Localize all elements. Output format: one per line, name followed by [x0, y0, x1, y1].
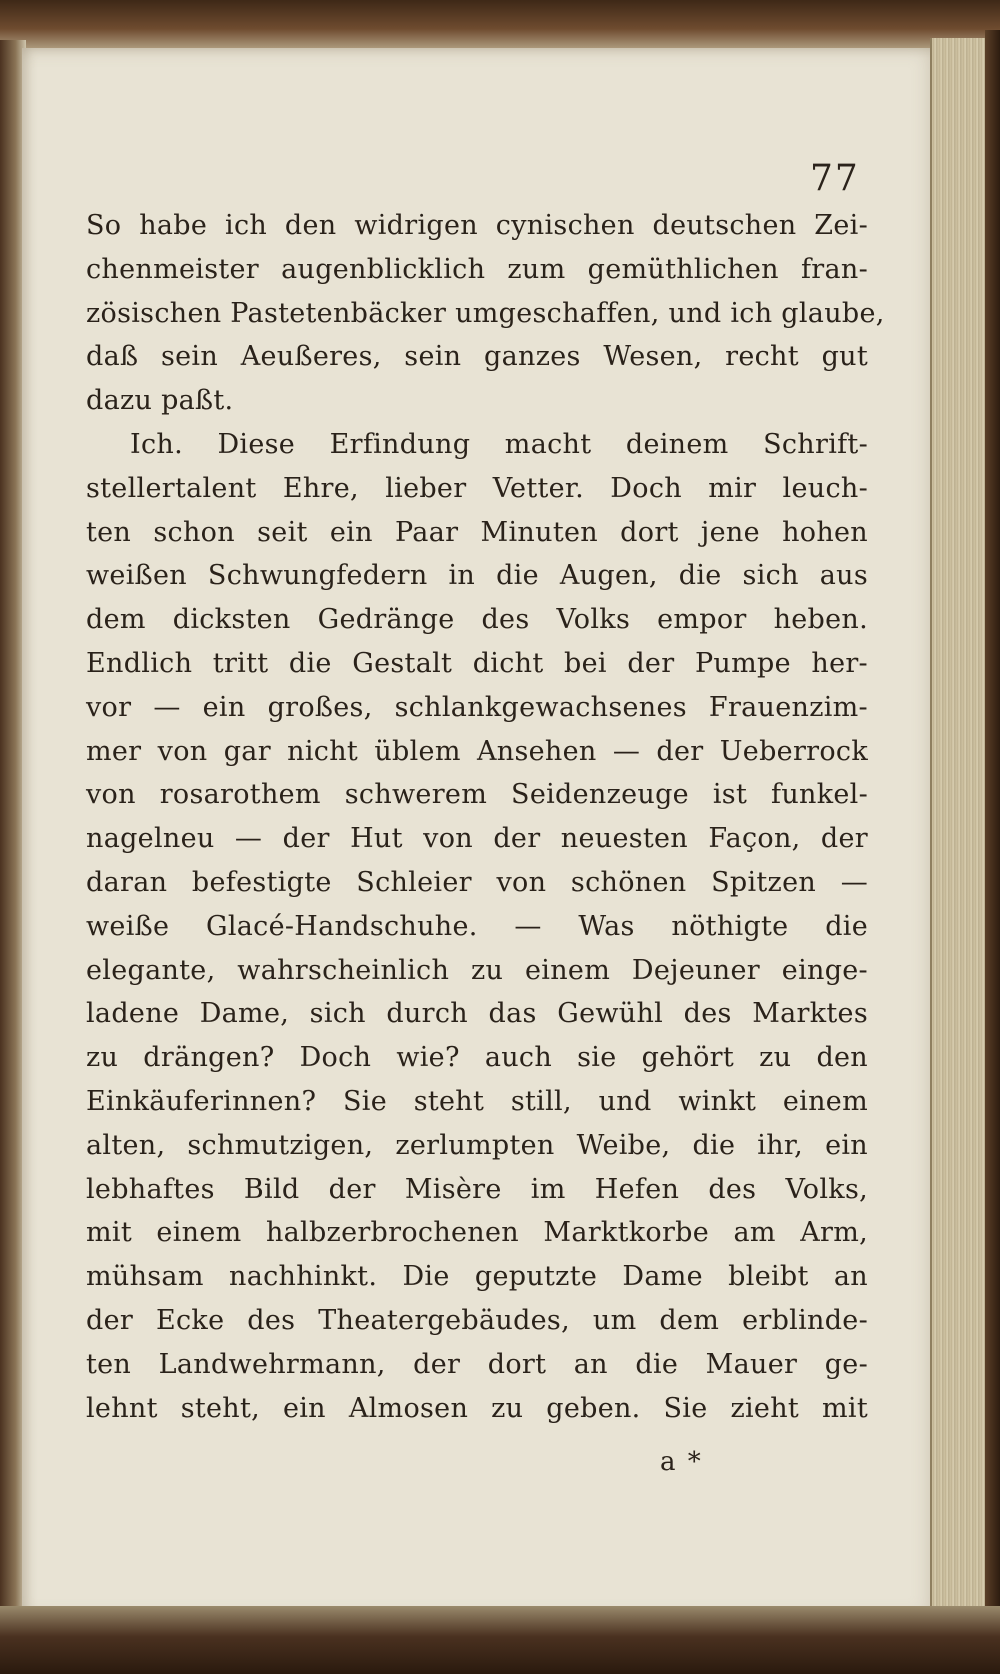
page-number: 77 — [810, 158, 860, 199]
text-line: von rosarothem schwerem Seidenzeuge ist funkel- — [86, 779, 868, 811]
text-line: dem dicksten Gedränge des Volks empor heben. — [86, 604, 868, 636]
text-line: zu drängen? Doch wie? auch sie gehört zu den — [86, 1042, 868, 1074]
text-line: vor — ein großes, schlankgewachsenes Frauenzim- — [86, 691, 868, 723]
bottom-binding-edge — [0, 1606, 1000, 1674]
text-line: mit einem halbzerbrochenen Marktkorbe am Arm, — [86, 1217, 868, 1249]
text-line: mühsam nachhinkt. Die geputzte Dame bleibt an — [86, 1261, 868, 1293]
text-line: lehnt steht, ein Almosen zu geben. Sie zieht mit — [86, 1392, 868, 1424]
text-line: ten Landwehrmann, der dort an die Mauer ge- — [86, 1348, 868, 1380]
top-binding-edge — [0, 0, 1000, 52]
text-line: stellertalent Ehre, lieber Vetter. Doch mir leuch- — [86, 472, 868, 504]
signature-mark: a * — [660, 1447, 703, 1477]
text-line: Einkäuferinnen? Sie steht still, und winkt einem — [86, 1085, 868, 1117]
text-line: zösischen Pastetenbäcker umgeschaffen, und ich glaube, — [86, 297, 885, 329]
text-line: weiße Glacé-Handschuhe. — Was nöthigte die — [86, 910, 868, 942]
cover-edge-shadow — [985, 30, 1000, 1640]
text-line: ladene Dame, sich durch das Gewühl des Marktes — [86, 998, 868, 1030]
text-line: lebhaftes Bild der Misère im Hefen des Volks, — [86, 1173, 868, 1205]
text-line: daran befestigte Schleier von schönen Spitzen — — [86, 866, 868, 898]
text-line: So habe ich den widrigen cynischen deutschen Zei- — [86, 210, 868, 241]
text-line: Ich. Diese Erfindung macht deinem Schrift- — [130, 428, 868, 460]
body-text — [86, 204, 885, 1430]
text-line: alten, schmutzigen, zerlumpten Weibe, die ihr, ein — [86, 1129, 868, 1161]
text-line: ten schon seit ein Paar Minuten dort jene hohen — [86, 516, 868, 548]
text-line: chenmeister augenblicklich zum gemüthlichen fran- — [86, 253, 868, 285]
text-line: elegante, wahrscheinlich zu einem Dejeuner einge- — [86, 954, 868, 986]
text-line: dazu paßt. — [86, 385, 234, 417]
text-line: nagelneu — der Hut von der neuesten Façon, der — [86, 823, 868, 855]
text-line: Endlich tritt die Gestalt dicht bei der Pumpe her- — [86, 647, 868, 679]
text-line: daß sein Aeußeres, sein ganzes Wesen, recht gut — [86, 341, 868, 373]
text-line: mer von gar nicht üblem Ansehen — der Ueberrock — [86, 735, 868, 767]
text-line: der Ecke des Theatergebäudes, um dem erblinde- — [86, 1304, 868, 1336]
text-line: weißen Schwungfedern in die Augen, die sich aus — [86, 560, 868, 592]
